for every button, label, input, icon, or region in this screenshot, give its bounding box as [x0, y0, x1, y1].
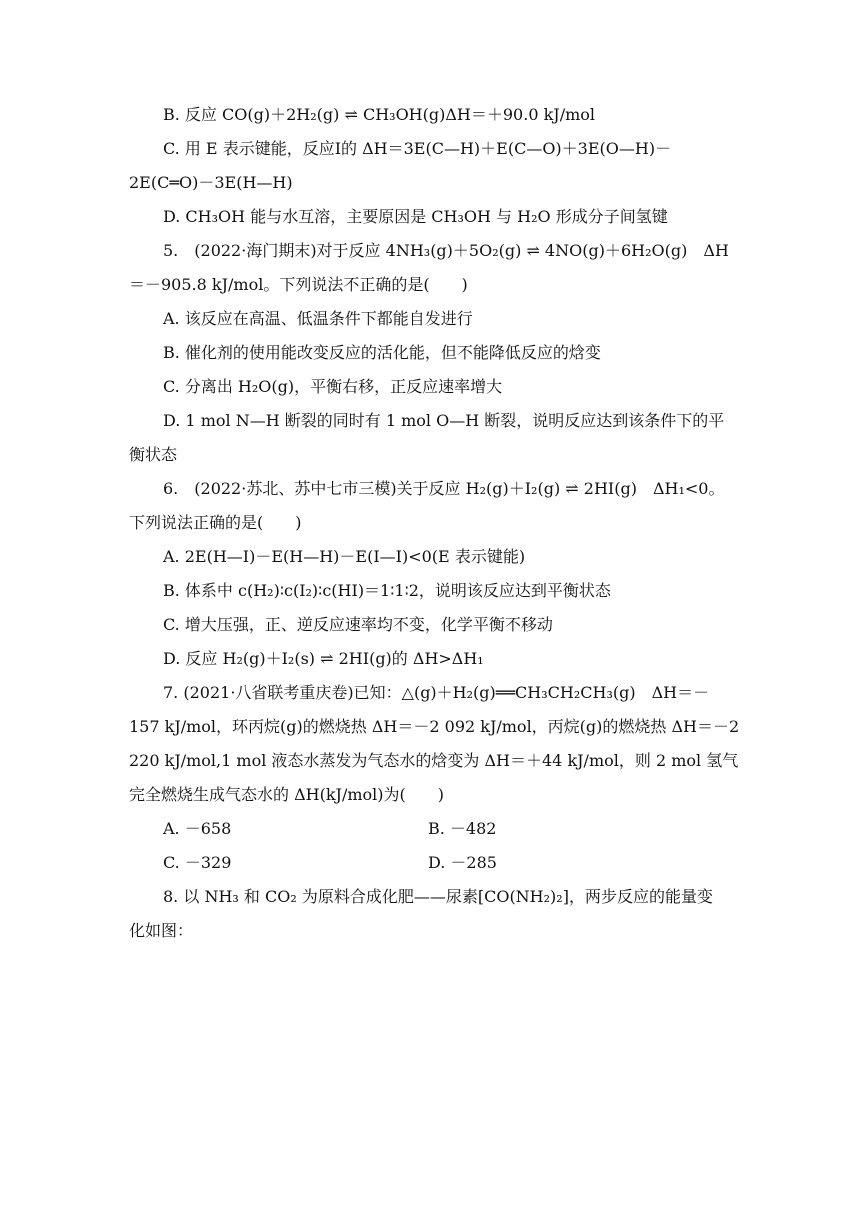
q6-option-c: C. 增大压强，正、逆反应速率均不变，化学平衡不移动: [163, 615, 553, 634]
q6-option-d: D. 反应 H₂(g)＋I₂(s) ⇌ 2HI(g)的 ΔH>ΔH₁: [163, 649, 484, 668]
q6-option-a: A. 2E(H—I)－E(H—H)－E(I—I)<0(E 表示键能): [163, 547, 526, 566]
q4-option-b: B. 反应 CO(g)＋2H₂(g) ⇌ CH₃OH(g)ΔH＝＋90.0 kJ/mol: [163, 105, 596, 124]
q5-stem-line2: ＝－905.8 kJ/mol。下列说法不正确的是( ): [129, 275, 468, 294]
q6-stem-line2: 下列说法正确的是( ): [129, 513, 302, 532]
q5-option-b: B. 催化剂的使用能改变反应的活化能，但不能降低反应的焓变: [163, 343, 601, 362]
q5-option-d-line2: 衡状态: [129, 445, 178, 464]
q7-option-d: D. －285: [428, 853, 497, 872]
q7-stem-line4: 完全燃烧生成气态水的 ΔH(kJ/mol)为( ): [129, 785, 444, 804]
q4-option-c-line2: 2E(C═O)－3E(H—H): [129, 173, 293, 192]
q5-option-d-line1: D. 1 mol N—H 断裂的同时有 1 mol O—H 断裂，说明反应达到该条件下的平: [163, 411, 725, 430]
q5-option-a: A. 该反应在高温、低温条件下都能自发进行: [163, 309, 473, 328]
q7-option-b: B. －482: [428, 819, 497, 838]
q4-option-d: D. CH₃OH 能与水互溶，主要原因是 CH₃OH 与 H₂O 形成分子间氢键: [163, 207, 668, 226]
q4-option-c-line1: C. 用 E 表示键能，反应Ⅰ的 ΔH＝3E(C—H)＋E(C—O)＋3E(O—H)－: [163, 139, 672, 158]
q7-stem-line2: 157 kJ/mol，环丙烷(g)的燃烧热 ΔH＝－2 092 kJ/mol，丙烷(g)的燃烧热 ΔH＝－2: [129, 717, 740, 736]
q6-option-b: B. 体系中 c(H₂)∶c(I₂)∶c(HI)＝1∶1∶2，说明该反应达到平衡状态: [163, 581, 611, 600]
q7-option-c: C. －329: [163, 853, 232, 872]
q7-stem-line1: 7. (2021·八省联考重庆卷)已知：△(g)＋H₂(g)══CH₃CH₂CH₃(g) ΔH＝－: [163, 683, 710, 702]
q8-stem-line2: 化如图：: [129, 921, 194, 940]
q5-option-c: C. 分离出 H₂O(g)，平衡右移，正反应速率增大: [163, 377, 503, 396]
q7-stem-line3: 220 kJ/mol,1 mol 液态水蒸发为气态水的焓变为 ΔH＝＋44 kJ/mol，则 2 mol 氢气: [129, 751, 739, 770]
q5-stem-line1: 5. (2022·海门期末)对于反应 4NH₃(g)＋5O₂(g) ⇌ 4NO(g)＋6H₂O(g) ΔH: [163, 241, 729, 260]
q7-option-a: A. －658: [163, 819, 232, 838]
q8-stem-line1: 8. 以 NH₃ 和 CO₂ 为原料合成化肥——尿素[CO(NH₂)₂]，两步反应的能量变: [163, 887, 713, 906]
q6-stem-line1: 6. (2022·苏北、苏中七市三模)关于反应 H₂(g)＋I₂(g) ⇌ 2HI(g) ΔH₁<0。: [163, 479, 725, 498]
